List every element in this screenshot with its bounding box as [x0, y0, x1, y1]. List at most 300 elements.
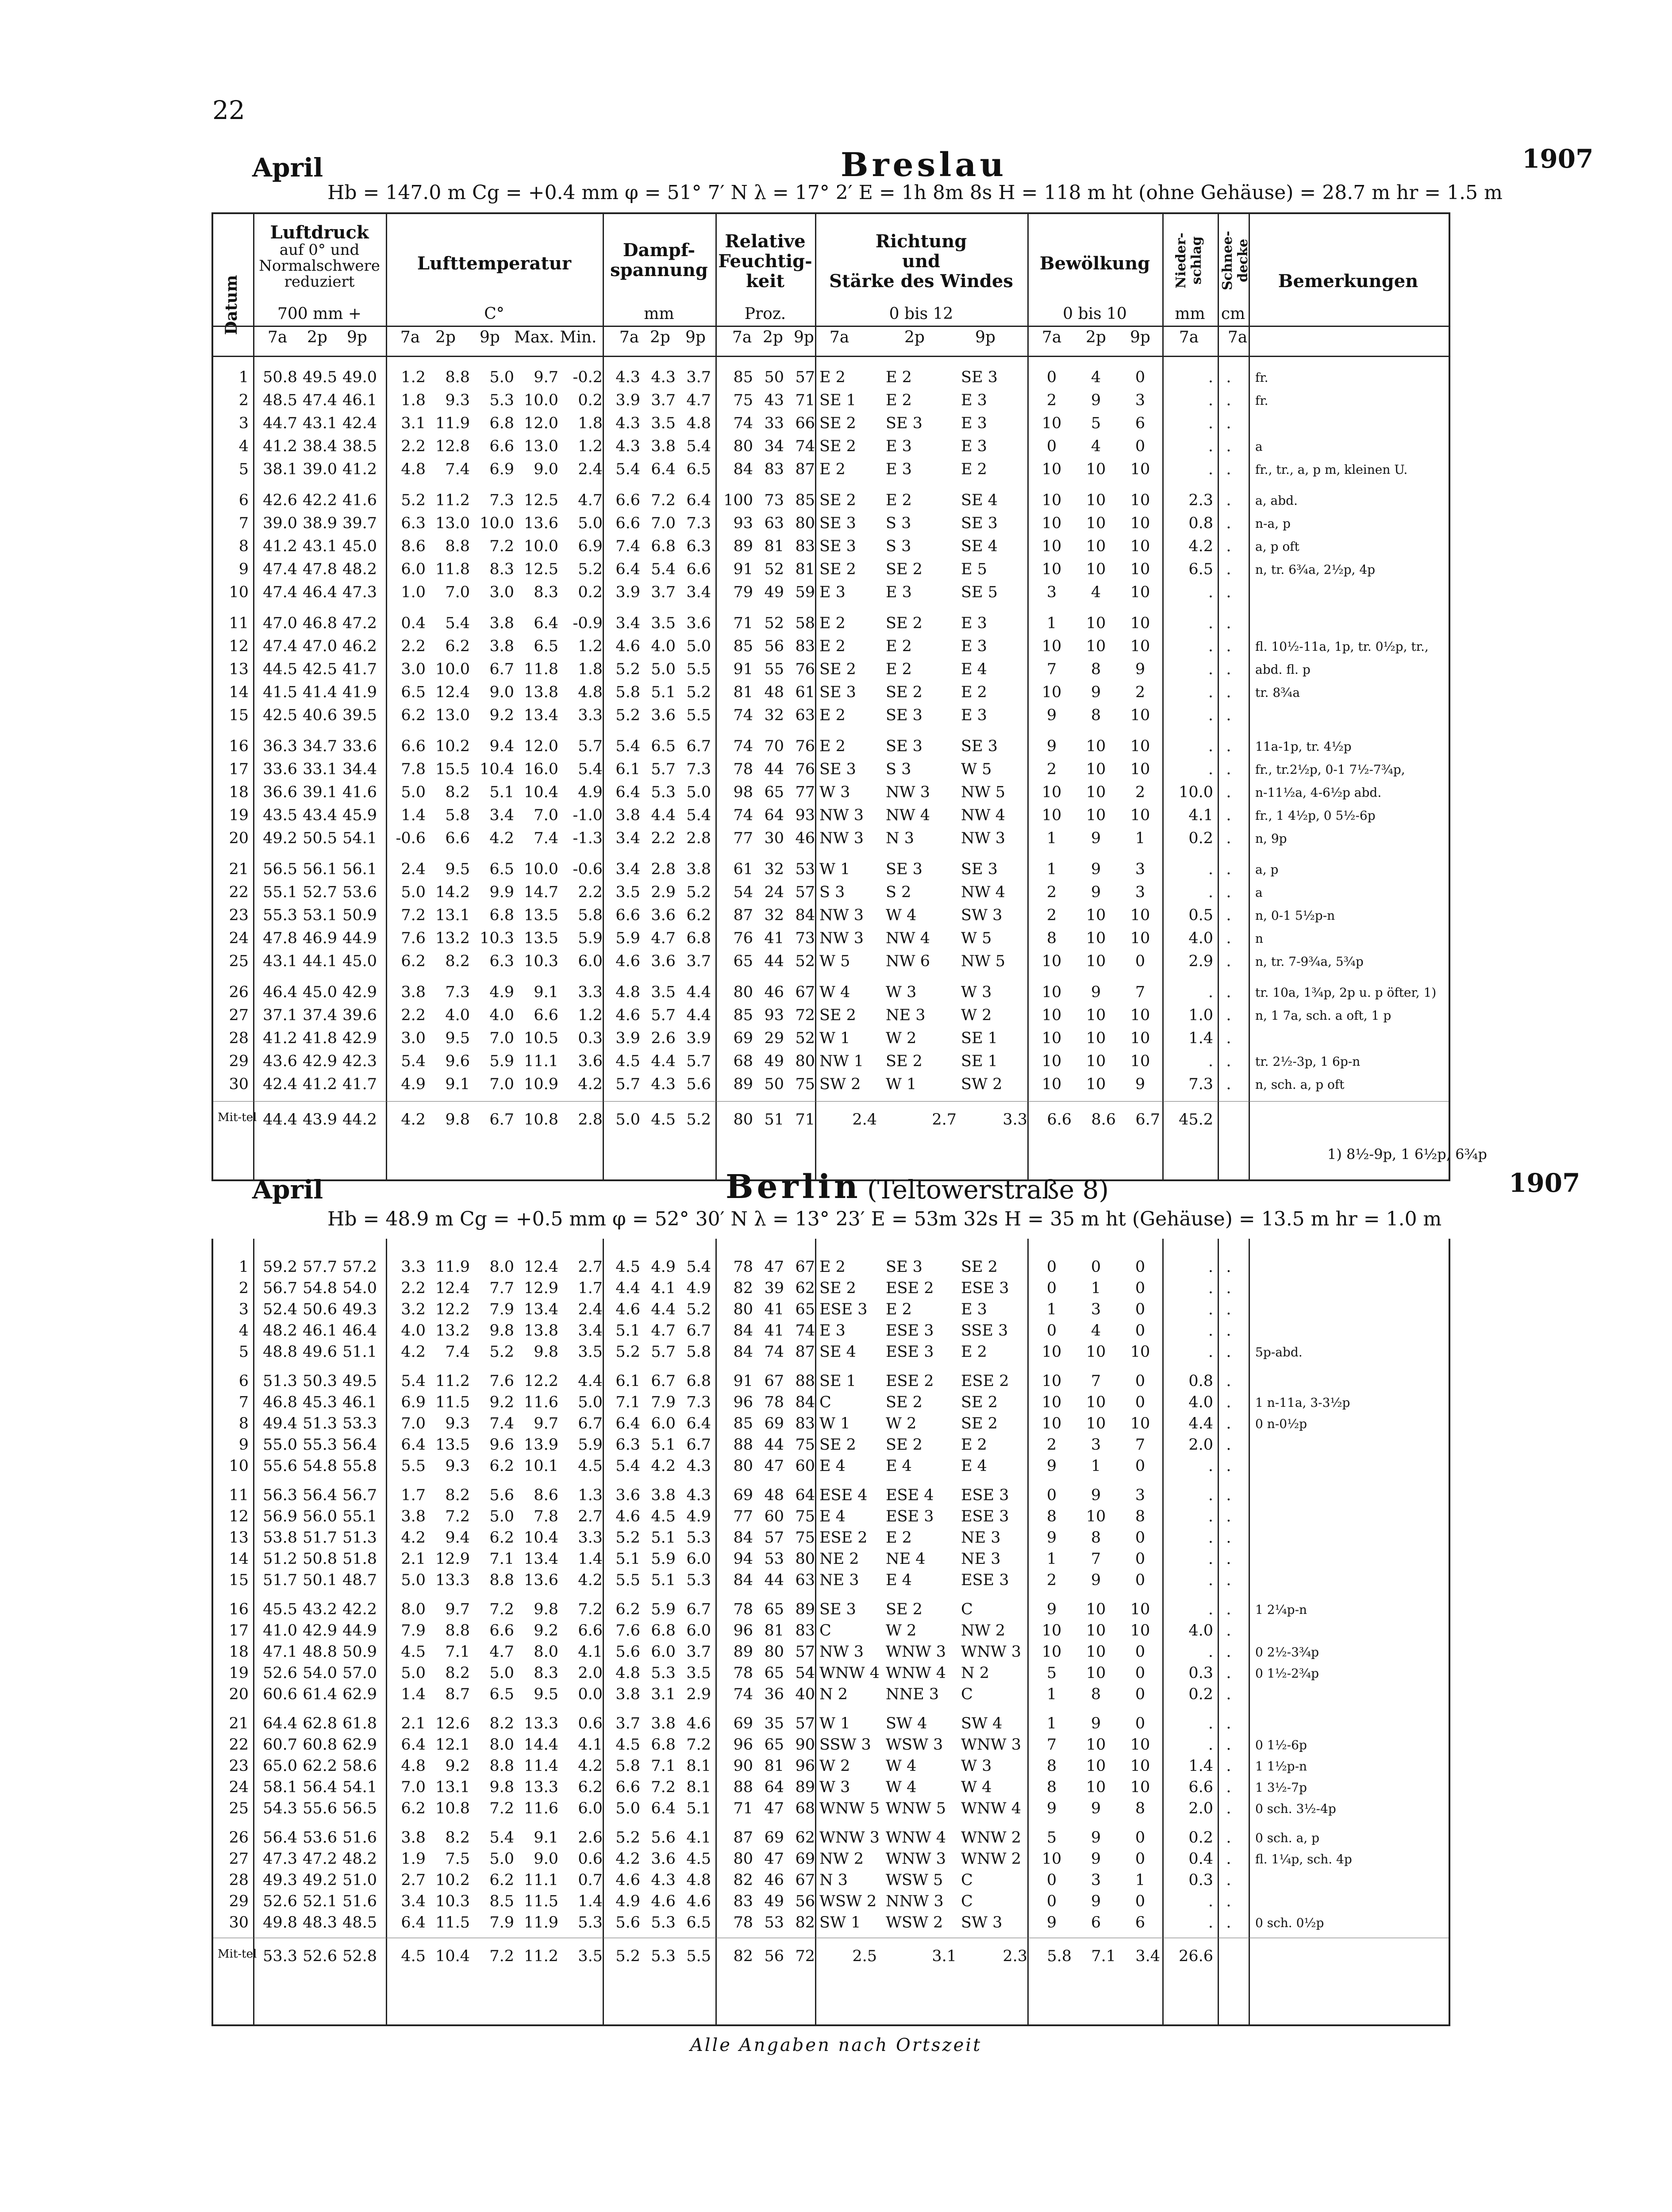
table-cell: 54.1: [342, 830, 377, 847]
table-cell: 6.2: [578, 1778, 603, 1796]
table-cell: 51.3: [263, 1372, 297, 1390]
table-cell: W 3: [819, 783, 850, 801]
table-cell: 0: [1135, 1571, 1145, 1589]
table-cell: 98: [733, 783, 753, 801]
page-number: 22: [212, 95, 245, 125]
table-cell: 4.2: [1188, 538, 1213, 555]
table-cell: SE 1: [819, 1372, 856, 1390]
table-cell: 10: [1042, 637, 1062, 655]
table-cell: 50.9: [342, 906, 377, 924]
table-row: [213, 1434, 1449, 1456]
table-cell: 18: [229, 783, 249, 801]
table-cell: 9.5: [445, 1029, 470, 1047]
table-cell: 4.3: [651, 1871, 676, 1889]
table-cell: .: [1208, 1486, 1213, 1504]
table-cell: E 4: [819, 1457, 846, 1475]
table-cell: 49: [764, 584, 784, 601]
table-cell: 2: [1046, 1436, 1057, 1454]
table-cell: 3.2: [401, 1301, 426, 1318]
table-cell: 53: [795, 860, 815, 878]
table-cell: 11.5: [435, 1914, 470, 1932]
table-cell: NW 1: [819, 1052, 864, 1070]
table-row: [213, 1755, 1449, 1778]
table-cell: 42.2: [342, 1601, 377, 1618]
table-cell: 54: [733, 883, 753, 901]
table-cell: 16.0: [524, 760, 558, 778]
table-cell: 54.0: [303, 1664, 337, 1682]
breslau-params: Hb = 147.0 m Cg = +0.4 mm φ = 51° 7′ N λ = 17° 2′ E = 1h 8m 8s H = 118 m ht (ohne Gehäuse) = 28.7 m hr = 1.5 m: [327, 181, 1503, 204]
table-cell: 1: [238, 1258, 249, 1276]
table-cell: 2.4: [401, 860, 426, 878]
table-cell: .: [1208, 1052, 1213, 1070]
table-cell: 4.5: [686, 1850, 711, 1868]
table-cell: .: [1226, 1550, 1231, 1568]
table-cell: .: [1208, 1279, 1213, 1297]
table-cell: 3: [1091, 1871, 1101, 1889]
subheader-time: 2p: [1086, 328, 1106, 346]
table-cell: 49.3: [263, 1871, 297, 1889]
table-cell: 10: [1042, 1372, 1062, 1390]
table-row: [213, 1506, 1449, 1528]
table-cell: 67: [795, 983, 815, 1001]
table-cell: 14.4: [524, 1736, 558, 1754]
table-cell: 6.6: [489, 438, 514, 455]
table-cell: 5: [238, 461, 249, 478]
table-cell: WSW 2: [886, 1914, 943, 1932]
table-cell: 6: [1135, 415, 1145, 432]
table-cell: 41.8: [303, 1029, 337, 1047]
table-cell: 6.5: [489, 1686, 514, 1703]
table-cell: 0.8: [1188, 515, 1213, 532]
footer-note: Alle Angaben nach Ortszeit: [690, 2035, 982, 2055]
table-cell: 5.2: [686, 883, 711, 901]
table-cell: 3.8: [615, 1686, 640, 1703]
table-cell: 61.8: [342, 1715, 377, 1732]
header-bemerkungen: Bemerkungen: [1278, 271, 1418, 292]
table-cell: 0: [1135, 1258, 1145, 1276]
table-cell: 0: [1135, 369, 1145, 386]
table-cell: 8: [1091, 661, 1101, 678]
table-cell: 5.2: [489, 1343, 514, 1361]
remark: 0 sch. a, p: [1255, 1831, 1320, 1845]
table-cell: WNW 5: [819, 1800, 880, 1817]
table-cell: 24: [229, 1778, 249, 1796]
table-cell: 7.7: [489, 1279, 514, 1297]
mittel-cell: 4.5: [651, 1111, 676, 1129]
table-cell: 89: [733, 538, 753, 555]
table-cell: 13.4: [524, 1301, 558, 1318]
table-cell: .: [1226, 952, 1231, 970]
table-cell: 6.0: [578, 1800, 603, 1817]
table-cell: 57: [764, 1529, 784, 1547]
table-cell: .: [1226, 1301, 1231, 1318]
table-cell: 5.0: [615, 1800, 640, 1817]
table-cell: .: [1208, 369, 1213, 386]
table-cell: 42.5: [263, 707, 297, 724]
table-cell: 1.2: [578, 438, 603, 455]
table-cell: 3.6: [651, 952, 676, 970]
table-cell: 4.4: [686, 1006, 711, 1024]
table-cell: 6: [238, 1372, 249, 1390]
table-cell: W 3: [886, 983, 917, 1001]
table-cell: 11.5: [435, 1394, 470, 1411]
table-cell: 10: [1042, 783, 1062, 801]
table-cell: -0.9: [573, 614, 603, 632]
table-cell: 12: [229, 1508, 249, 1525]
table-cell: 13.0: [524, 438, 558, 455]
table-cell: E 2: [961, 461, 987, 478]
table-cell: 33: [764, 415, 784, 432]
table-cell: .: [1226, 515, 1231, 532]
mittel-divider: [213, 1101, 1449, 1102]
table-cell: 11: [229, 1486, 249, 1504]
table-cell: 10.0: [1179, 783, 1213, 801]
table-cell: 5.0: [578, 1394, 603, 1411]
table-cell: SE 3: [819, 684, 856, 701]
table-cell: 3.6: [578, 1052, 603, 1070]
table-cell: 10: [1130, 561, 1150, 578]
table-cell: 10: [1042, 492, 1062, 509]
table-cell: 13.8: [524, 1322, 558, 1340]
table-cell: SE 2: [961, 1258, 998, 1276]
table-cell: E 4: [886, 1571, 912, 1589]
table-row: [213, 928, 1449, 950]
table-cell: 39.0: [263, 515, 297, 532]
table-cell: 47.4: [263, 561, 297, 578]
table-cell: 54.3: [263, 1800, 297, 1817]
table-row: [213, 859, 1449, 881]
table-cell: 65.0: [263, 1757, 297, 1775]
table-cell: 0: [1135, 1457, 1145, 1475]
table-cell: .: [1208, 860, 1213, 878]
table-cell: 5.7: [686, 1052, 711, 1070]
table-cell: 8: [238, 1415, 249, 1432]
table-row: [213, 828, 1449, 850]
table-cell: 74: [733, 737, 753, 755]
table-cell: 51.2: [263, 1550, 297, 1568]
table-cell: 5.5: [401, 1457, 426, 1475]
mittel-cell: 10.4: [435, 1947, 470, 1965]
table-cell: 64: [795, 1486, 815, 1504]
table-cell: .: [1226, 538, 1231, 555]
table-cell: 63: [795, 1571, 815, 1589]
table-cell: 93: [795, 806, 815, 824]
table-row: [213, 1713, 1449, 1735]
table-cell: SE 3: [961, 737, 998, 755]
table-cell: 7.0: [651, 515, 676, 532]
table-cell: 8: [1046, 1757, 1057, 1775]
table-cell: 3.7: [686, 1643, 711, 1661]
table-cell: 3: [1135, 883, 1145, 901]
table-cell: 5.0: [489, 1664, 514, 1682]
table-cell: W 4: [886, 1778, 917, 1796]
table-cell: 7.4: [489, 1415, 514, 1432]
table-cell: 56.4: [303, 1778, 337, 1796]
table-cell: 62.2: [303, 1757, 337, 1775]
table-cell: 5.0: [489, 1850, 514, 1868]
table-cell: .: [1226, 1052, 1231, 1070]
table-cell: E 4: [961, 661, 987, 678]
table-cell: 1.8: [578, 661, 603, 678]
table-cell: 5.0: [401, 783, 426, 801]
table-cell: 69: [733, 1486, 753, 1504]
table-cell: 71: [795, 392, 815, 409]
table-cell: SE 1: [961, 1029, 998, 1047]
table-cell: 4.6: [686, 1715, 711, 1732]
table-cell: 4.2: [489, 830, 514, 847]
table-cell: WNW 4: [886, 1664, 946, 1682]
breslau-year: 1907: [1522, 144, 1594, 174]
table-cell: 7.0: [489, 1029, 514, 1047]
table-cell: N 2: [819, 1686, 848, 1703]
table-cell: 6.5: [489, 860, 514, 878]
table-cell: 4.8: [401, 1757, 426, 1775]
table-cell: SSW 3: [819, 1736, 871, 1754]
table-cell: 2: [238, 1279, 249, 1297]
table-cell: 3.8: [489, 637, 514, 655]
table-cell: 4.3: [651, 1075, 676, 1093]
table-cell: 2.2: [401, 637, 426, 655]
table-cell: 17: [229, 1622, 249, 1640]
table-cell: 3.8: [651, 438, 676, 455]
table-cell: 4.1: [578, 1643, 603, 1661]
table-cell: 10: [1086, 1415, 1106, 1432]
table-cell: 4.4: [615, 1279, 640, 1297]
table-row: [213, 736, 1449, 758]
table-cell: 9.8: [534, 1343, 558, 1361]
table-cell: 5.2: [401, 492, 426, 509]
table-cell: 2: [1046, 883, 1057, 901]
header-datum: Datum: [222, 275, 241, 335]
remark: n-11½a, 4-6½p abd.: [1255, 785, 1382, 800]
table-cell: .: [1226, 1871, 1231, 1889]
table-cell: 0.2: [578, 392, 603, 409]
table-cell: 38.4: [303, 438, 337, 455]
table-cell: 7.2: [489, 1800, 514, 1817]
table-row: [213, 682, 1449, 704]
table-cell: 52: [764, 614, 784, 632]
table-cell: 40: [795, 1686, 815, 1703]
table-cell: 20: [229, 830, 249, 847]
table-row: [213, 1734, 1449, 1756]
table-cell: 1.4: [401, 1686, 426, 1703]
table-cell: 57: [795, 883, 815, 901]
subheader-time: 2p: [763, 328, 783, 346]
table-cell: 44: [764, 1571, 784, 1589]
table-cell: 8: [238, 538, 249, 555]
table-cell: 49: [764, 1052, 784, 1070]
table-cell: 11.8: [435, 561, 470, 578]
table-cell: 47.3: [263, 1850, 297, 1868]
remark: 1 1½p-n: [1255, 1759, 1307, 1774]
header-keit: keit: [746, 271, 784, 292]
table-cell: 11.6: [524, 1394, 558, 1411]
subheader-time: 7a: [267, 328, 288, 346]
table-cell: 8.1: [686, 1778, 711, 1796]
table-cell: 10: [1086, 492, 1106, 509]
table-cell: 5: [1046, 1829, 1057, 1847]
table-cell: 1.9: [401, 1850, 426, 1868]
table-cell: 21: [229, 1715, 249, 1732]
table-cell: 64: [764, 806, 784, 824]
table-cell: 46.4: [303, 584, 337, 601]
table-cell: 10: [1042, 1415, 1062, 1432]
table-cell: 50.1: [303, 1571, 337, 1589]
mittel-cell: 3.1: [932, 1947, 957, 1965]
table-cell: SE 3: [819, 1601, 856, 1618]
table-cell: E 3: [886, 461, 912, 478]
table-cell: 47: [764, 1258, 784, 1276]
table-cell: 83: [795, 637, 815, 655]
table-cell: 7.4: [445, 461, 470, 478]
table-cell: 78: [733, 1914, 753, 1932]
table-cell: 12.4: [435, 684, 470, 701]
table-cell: 6.5: [401, 684, 426, 701]
table-row: [213, 1684, 1449, 1706]
table-cell: 8.3: [534, 584, 558, 601]
table-cell: .: [1208, 614, 1213, 632]
table-cell: W 5: [961, 760, 992, 778]
table-cell: E 3: [961, 438, 987, 455]
table-cell: SE 3: [886, 707, 922, 724]
table-cell: 10: [1042, 983, 1062, 1001]
table-cell: 1: [1046, 1715, 1057, 1732]
subheader-time: 9p: [975, 328, 996, 346]
table-cell: 48.5: [263, 392, 297, 409]
table-cell: 1.4: [1188, 1029, 1213, 1047]
table-cell: 87: [795, 1343, 815, 1361]
table-cell: 39.6: [342, 1006, 377, 1024]
table-cell: 61.4: [303, 1686, 337, 1703]
table-cell: 14: [229, 684, 249, 701]
table-cell: 7.9: [489, 1301, 514, 1318]
table-cell: 9.6: [445, 1052, 470, 1070]
table-cell: SE 2: [819, 1279, 856, 1297]
table-cell: 84: [795, 1394, 815, 1411]
table-cell: W 1: [886, 1075, 917, 1093]
mittel-cell: 2.8: [578, 1111, 603, 1129]
table-cell: 8.3: [489, 561, 514, 578]
table-cell: 5.0: [686, 783, 711, 801]
table-cell: 9: [1046, 1529, 1057, 1547]
table-cell: 42.3: [342, 1052, 377, 1070]
table-cell: 8.3: [534, 1664, 558, 1682]
table-cell: SE 2: [886, 1436, 922, 1454]
table-cell: 50: [764, 1075, 784, 1093]
table-cell: 9: [238, 1436, 249, 1454]
table-cell: 77: [795, 783, 815, 801]
table-cell: .: [1208, 983, 1213, 1001]
table-cell: 5.1: [615, 1322, 640, 1340]
header-bewoelkung: Bewölkung: [1039, 253, 1150, 274]
table-cell: 4.7: [578, 492, 603, 509]
table-cell: .: [1208, 661, 1213, 678]
table-cell: 96: [733, 1736, 753, 1754]
table-cell: 9: [1091, 684, 1101, 701]
table-cell: 85: [733, 1415, 753, 1432]
table-cell: 10.3: [480, 929, 514, 947]
table-cell: 35: [764, 1715, 784, 1732]
table-cell: 43.1: [263, 952, 297, 970]
table-cell: N 3: [886, 830, 915, 847]
table-cell: NW 4: [886, 929, 930, 947]
table-cell: 4.7: [686, 392, 711, 409]
table-cell: 12: [229, 637, 249, 655]
mittel-cell: 3.5: [578, 1947, 603, 1965]
table-cell: 2.2: [401, 438, 426, 455]
table-cell: 3.9: [615, 1029, 640, 1047]
table-cell: 6: [1135, 1914, 1145, 1932]
table-cell: 2: [1046, 760, 1057, 778]
table-cell: .: [1208, 1343, 1213, 1361]
table-cell: 9.7: [534, 369, 558, 386]
table-cell: 4: [1091, 438, 1101, 455]
table-cell: 48.2: [342, 561, 377, 578]
table-cell: 47.3: [342, 584, 377, 601]
table-cell: 29: [764, 1029, 784, 1047]
table-cell: .: [1226, 1800, 1231, 1817]
table-cell: 10: [1130, 637, 1150, 655]
table-cell: 51.8: [342, 1550, 377, 1568]
table-cell: 42.6: [263, 492, 297, 509]
table-cell: .: [1226, 806, 1231, 824]
table-cell: 32: [764, 707, 784, 724]
table-cell: C: [961, 1601, 973, 1618]
table-cell: 42.4: [263, 1075, 297, 1093]
table-cell: 1.2: [401, 369, 426, 386]
table-cell: 7.4: [445, 1343, 470, 1361]
table-row: [213, 1827, 1449, 1849]
table-cell: W 3: [961, 983, 992, 1001]
table-cell: 4.6: [651, 1893, 676, 1910]
table-cell: WNW 3: [819, 1829, 880, 1847]
table-cell: 49: [764, 1893, 784, 1910]
table-cell: 85: [795, 492, 815, 509]
table-cell: 1: [1091, 1279, 1101, 1297]
table-cell: 50.3: [303, 1372, 337, 1390]
table-cell: 5.1: [651, 1529, 676, 1547]
table-cell: 9: [1091, 392, 1101, 409]
remark: fr., tr.2½p, 0-1 7½-7¾p,: [1255, 762, 1405, 777]
table-cell: SE 2: [886, 1601, 922, 1618]
table-cell: 84: [733, 1322, 753, 1340]
table-cell: SW 4: [961, 1715, 1003, 1732]
mittel-cell: 80: [733, 1111, 753, 1129]
table-cell: 2.2: [578, 883, 603, 901]
mittel-cell: 26.6: [1179, 1947, 1213, 1965]
table-cell: 44: [764, 1436, 784, 1454]
table-cell: 6.5: [686, 1914, 711, 1932]
table-cell: 44: [764, 952, 784, 970]
table-cell: .: [1226, 561, 1231, 578]
table-cell: E 2: [819, 707, 846, 724]
table-cell: .: [1226, 684, 1231, 701]
table-cell: 2.1: [401, 1550, 426, 1568]
breslau-month: April: [252, 153, 323, 183]
table-cell: 4.4: [651, 806, 676, 824]
table-cell: SE 3: [961, 369, 998, 386]
mittel-cell: 72: [795, 1947, 815, 1965]
table-cell: 6.4: [615, 561, 640, 578]
table-cell: 9: [1046, 1601, 1057, 1618]
table-cell: 4.8: [401, 461, 426, 478]
table-cell: 11.2: [435, 1372, 470, 1390]
table-cell: SE 2: [819, 438, 856, 455]
table-cell: 8.7: [445, 1686, 470, 1703]
table-cell: 13.1: [435, 1778, 470, 1796]
table-cell: 81: [764, 1757, 784, 1775]
table-cell: .: [1226, 1715, 1231, 1732]
